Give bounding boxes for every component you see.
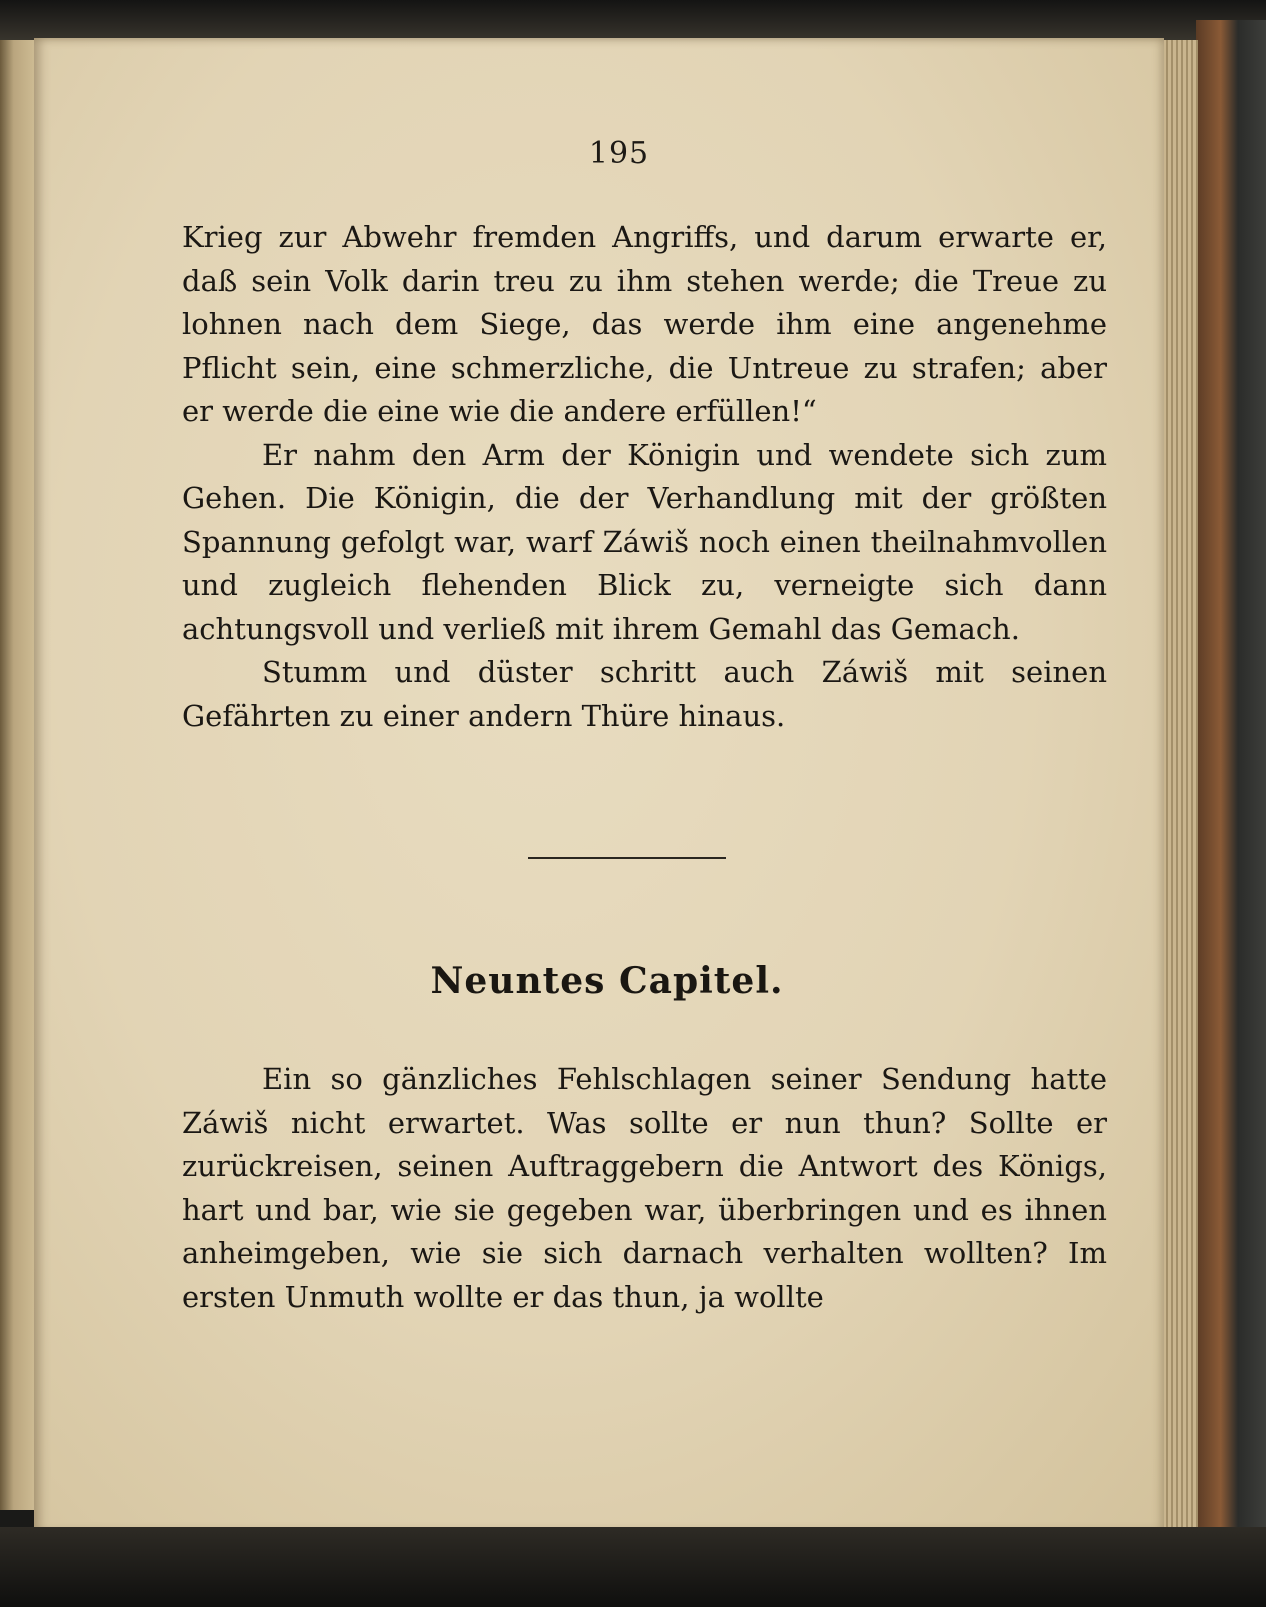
text-block-bottom [182,1058,1107,1319]
chapter-title: Neuntes Capitel. [430,960,784,1002]
page-number: 195 [588,136,650,171]
book-cover-edge [1196,20,1266,1565]
paragraph: Stumm und düster schritt auch Záwiš mit seinen Gefährten zu einer andern Thüre hinaus. [182,655,1107,733]
binding-bottom [0,1527,1266,1607]
section-divider [528,857,726,859]
text-block-top [182,216,1107,738]
facing-page-edge [0,40,34,1510]
paragraph: Er nahm den Arm der Königin und wendete sich zum Gehen. Die Königin, die der Verhandlung mit der größten Spannung gefolgt war, warf Záwiš noch einen theilnahmvollen und zugleich flehenden Blick zu, verneigte sich dann achtungsvoll und verließ mit ihrem Gemahl das Gemach. [182,437,1107,646]
paragraph: Krieg zur Abwehr fremden Angriffs, und darum erwarte er, daß sein Volk darin treu zu ihm stehen werde; die Treue zu lohnen nach dem Siege, das werde ihm eine angenehme Pflicht sein, eine schmerzliche, die Untreue zu strafen; aber er werde die eine wie die andere erfüllen!“ [182,220,1107,428]
book-page [34,38,1164,1533]
page-stack-edges [1158,40,1198,1540]
paragraph: Ein so gänzliches Fehlschlagen seiner Sendung hatte Záwiš nicht erwartet. Was sollte er nun thun? Sollte er zurückreisen, seinen Auftraggebern die Antwort des Königs, hart und bar, wie sie gegeben war, überbringen und es ihnen anheimgeben, wie sie sich darnach verhalten wollten? Im ersten Unmuth wollte er das thun, ja wollte [182,1062,1107,1314]
